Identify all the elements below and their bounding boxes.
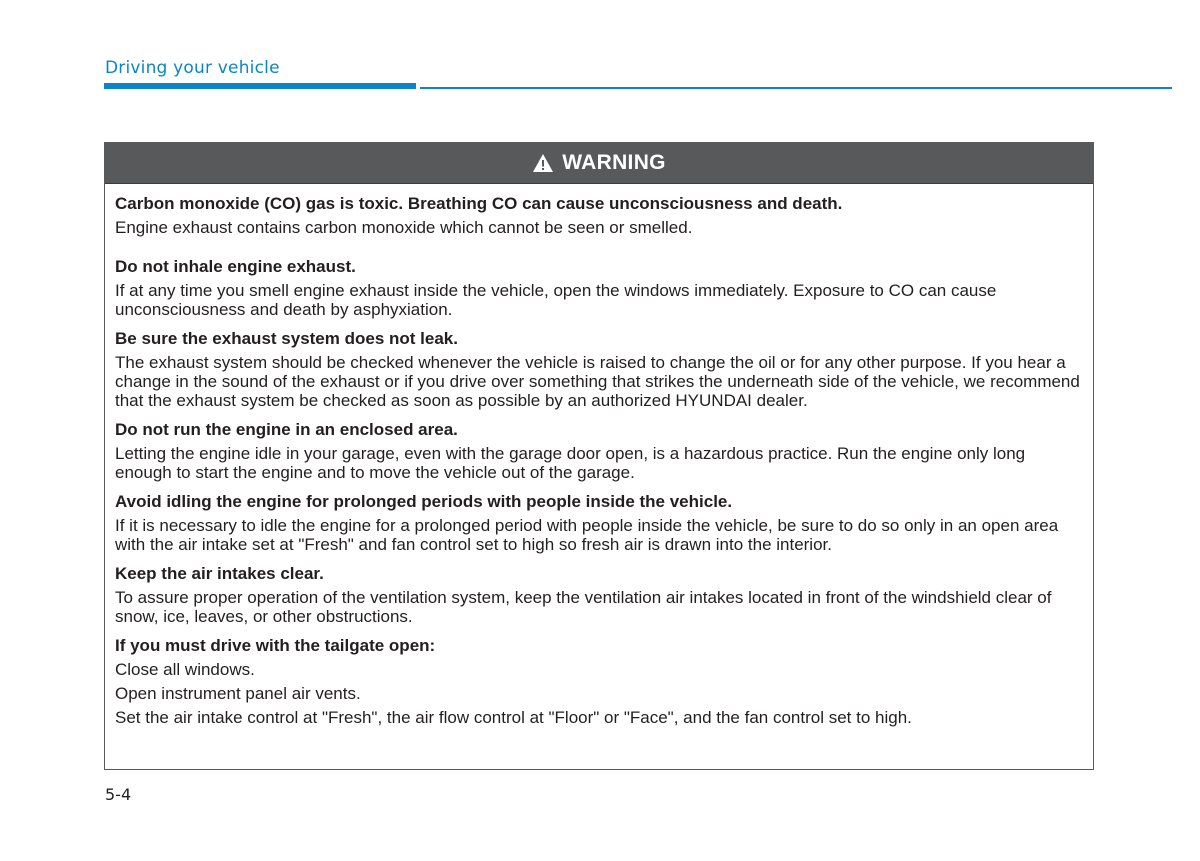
block-text: The exhaust system should be checked whenever the vehicle is raised to change the oil or for any other purpose. If you hear a change in the sound of the exhaust or if you drive over something that strikes the underneath side of the vehicle, we recommend that the exhaust system be checked as soon as possible by an authorized HYUNDAI dealer. <box>115 353 1080 410</box>
warning-block <box>115 636 1083 727</box>
warning-block <box>115 492 1083 554</box>
header-rule-thick <box>104 83 416 89</box>
block-heading: If you must drive with the tailgate open: <box>115 636 436 655</box>
warning-block <box>115 257 1083 319</box>
warning-title: WARNING <box>562 151 666 174</box>
header-rule-thin <box>420 87 1172 89</box>
warning-block <box>115 194 1083 237</box>
block-heading: Do not inhale engine exhaust. <box>115 257 356 276</box>
warning-body <box>105 184 1093 727</box>
block-text: Set the air intake control at "Fresh", the air flow control at "Floor" or "Face", and the fan control set to high. <box>115 708 912 727</box>
block-text: If it is necessary to idle the engine for a prolonged period with people inside the vehicle, be sure to do so only in an open area with the air intake set at "Fresh" and fan control set to high so fresh air is drawn into the interior. <box>115 516 1059 554</box>
block-heading: Keep the air intakes clear. <box>115 564 324 583</box>
block-text: To assure proper operation of the ventilation system, keep the ventilation air intakes located in front of the windshield clear of snow, ice, leaves, or other obstructions. <box>115 588 1052 626</box>
block-heading: Avoid idling the engine for prolonged periods with people inside the vehicle. <box>115 492 733 511</box>
block-text: Letting the engine idle in your garage, even with the garage door open, is a hazardous practice. Run the engine only long enough to start the engine and to move the vehicle out of the garage. <box>115 444 1026 482</box>
block-text: Engine exhaust contains carbon monoxide which cannot be seen or smelled. <box>115 218 693 237</box>
warning-box <box>104 142 1094 770</box>
warning-block <box>115 420 1083 482</box>
warning-triangle-icon <box>532 153 554 173</box>
warning-block <box>115 564 1083 626</box>
page-number: 5-4 <box>105 785 132 804</box>
section-title: Driving your vehicle <box>105 58 280 78</box>
warning-header <box>105 143 1093 184</box>
block-heading: Carbon monoxide (CO) gas is toxic. Breathing CO can cause unconsciousness and death. <box>115 194 843 213</box>
block-text: If at any time you smell engine exhaust inside the vehicle, open the windows immediately. Exposure to CO can cause unconsciousness and death by asphyxiation. <box>115 281 997 319</box>
block-heading: Be sure the exhaust system does not leak. <box>115 329 458 348</box>
warning-block <box>115 329 1083 410</box>
block-heading: Do not run the engine in an enclosed area. <box>115 420 458 439</box>
block-text: Open instrument panel air vents. <box>115 684 361 703</box>
block-text: Close all windows. <box>115 660 255 679</box>
